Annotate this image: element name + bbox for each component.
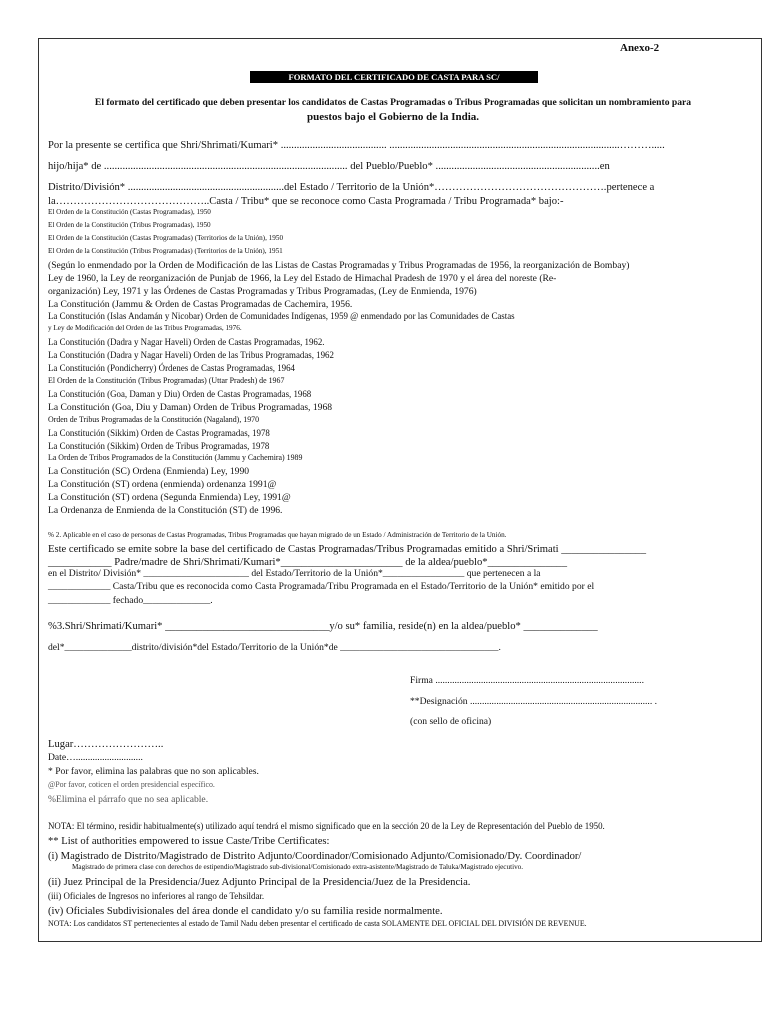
- migrated-line-2: ____________ Padre/madre de Shri/Shrimati/Kumari*_______________________ de la aldea/pueblo*_______________: [48, 557, 568, 568]
- order-item: La Constitución (ST) ordena (enmienda) ordenanza 1991@: [48, 479, 277, 490]
- authority-item: (iii) Oficiales de Ingresos no inferiores al rango de Tehsildar.: [48, 891, 265, 901]
- certify-line-3: Distrito/División* ...........................................................del Estado / Territorio de la Unión*………………………………………….pertenece a: [48, 182, 655, 193]
- order-item: El Orden de la Constitución (Tribus Programadas) (Uttar Pradesh) de 1967: [48, 376, 285, 385]
- order-item: La Constitución (Sikkim) Orden de Castas Programadas, 1978: [48, 428, 270, 438]
- order-item: Ley de 1960, la Ley de reorganización de Punjab de 1966, la Ley del Estado de Himachal Pradesh de 1970 y el área del noreste (Re-: [48, 273, 557, 284]
- order-item: La Constitución (Jammu & Orden de Castas Programadas de Cachemira, 1956.: [48, 299, 353, 310]
- migrated-line-1: Este certificado se emite sobre la base del certificado de Castas Programadas/Tribus Programadas emitido a Shri/Srimati ________________: [48, 544, 647, 555]
- order-item: La Constitución (Islas Andamán y Nicobar) Orden de Comunidades Indígenas, 1959 @ enmendado por las Comunidades de Castas: [48, 311, 515, 321]
- intro-line-2: puestos bajo el Gobierno de la India.: [306, 111, 480, 123]
- migrated-note: % 2. Aplicable en el caso de personas de Castas Programadas, Tribus Programadas que hayan migrado de un Estado / Administración de Territorio de la Unión.: [48, 531, 507, 539]
- nota-st-candidates: NOTA: Los candidatos ST pertenecientes al estado de Tamil Nadu deben presentar el certificado de casta SOLAMENTE DEL OFICIAL DEL DIVISIÓN DE REVENUE.: [48, 919, 587, 928]
- order-item: organización) Ley, 1971 y las Órdenes de Castas Programadas y Tribus Programadas, (Ley de Enmienda, 1976): [48, 286, 477, 297]
- authorities-heading: ** List of authorities empowered to issue Caste/Tribe Certificates:: [48, 836, 330, 847]
- order-item: El Orden de la Constitución (Tribus Programadas) (Territorios de la Unión), 1951: [48, 247, 283, 255]
- order-item: La Constitución (Pondicherry) Órdenes de Castas Programadas, 1964: [48, 363, 295, 373]
- migrated-line-5: _____________ fechado______________.: [48, 595, 213, 606]
- migrated-line-4: _____________ Casta/Tribu que es reconocida como Casta Programada/Tribu Programada en el Estado/Territorio de la Unión* emitido por el: [48, 581, 595, 592]
- footnote-delete-words: * Por favor, elimina las palabras que no son aplicables.: [48, 766, 259, 777]
- intro-line-1: El formato del certificado que deben presentar los candidatos de Castas Programadas o Tribus Programadas que solicitan un nombramiento para: [94, 97, 692, 108]
- order-item: Orden de Tribus Programadas de la Constitución (Nagaland), 1970: [48, 415, 260, 424]
- date-line: Date…............................: [48, 752, 143, 763]
- order-item: La Constitución (ST) ordena (Segunda Enmienda) Ley, 1991@: [48, 492, 291, 503]
- residence-line-1: %3.Shri/Shrimati/Kumari* _______________________________y/o su* familia, reside(n) en la aldea/pueblo* ______________: [48, 621, 598, 632]
- order-item: La Constitución (Dadra y Nagar Haveli) Orden de Castas Programadas, 1962.: [48, 337, 325, 347]
- order-item: El Orden de la Constitución (Tribus Programadas), 1950: [48, 221, 211, 229]
- certificate-title: FORMATO DEL CERTIFICADO DE CASTA PARA SC/: [250, 71, 538, 83]
- order-item: La Constitución (Sikkim) Orden de Tribus Programadas, 1978: [48, 441, 270, 451]
- residence-line-2: del*______________distrito/división*del Estado/Territorio de la Unión*de _________________________________.: [48, 642, 501, 653]
- order-item: (Según lo enmendado por la Orden de Modificación de las Listas de Castas Programadas y Tribus Programadas de 1956, la reorganización de Bombay): [48, 260, 630, 271]
- certify-line-1: Por la presente se certifica que Shri/Shrimati/Kumari* ........................................ .......................................................................................……….....: [48, 140, 665, 151]
- signature-line: Firma .......................................................................................: [410, 675, 644, 686]
- order-item: La Orden de Tribos Programados de la Constitución (Jammu y Cachemira) 1989: [48, 453, 303, 462]
- order-item: La Constitución (SC) Ordena (Enmienda) Ley, 1990: [48, 466, 250, 477]
- order-item: El Orden de la Constitución (Castas Programadas), 1950: [48, 208, 211, 216]
- designation-line: **Designación ............................................................................ .: [410, 696, 658, 707]
- migrated-line-3: en el Distrito/ División* ______________________ del Estado/Territorio de la Unión*_________________ que pertenecen a la: [48, 568, 541, 579]
- order-item: El Orden de la Constitución (Castas Programadas) (Territorios de la Unión), 1950: [48, 234, 284, 242]
- annex-label: Anexo-2: [620, 42, 660, 54]
- nota-residence: NOTA: El término, residir habitualmente(s) utilizado aquí tendrá el mismo significado que en la sección 20 de la Ley de Representación del Pueblo de 1950.: [48, 821, 605, 831]
- order-item: La Constitución (Goa, Diu y Daman) Orden de Tribus Programadas, 1968: [48, 402, 333, 413]
- authority-item: (iv) Oficiales Subdivisionales del área donde el candidato y/o su familia reside normalmente.: [48, 906, 443, 917]
- order-item: La Constitución (Dadra y Nagar Haveli) Orden de las Tribus Programadas, 1962: [48, 350, 334, 360]
- order-item: La Ordenanza de Enmienda de la Constitución (ST) de 1996.: [48, 505, 283, 516]
- certify-line-2: hijo/hija* de ............................................................................................ del Pueblo/Pueblo* ..............................................................en: [48, 161, 610, 172]
- authority-item-continued: Magistrado de primera clase con derechos de estipendio/Magistrado sub-divisional/Comisionado extra-asistente/Magistrado de Taluka/Magistrado ejecutivo.: [72, 863, 524, 871]
- order-item: y Ley de Modificación del Orden de las Tribus Programadas, 1976.: [48, 324, 242, 332]
- place-line: Lugar……………………..: [48, 739, 164, 750]
- order-item: La Constitución (Goa, Daman y Diu) Orden de Castas Programadas, 1968: [48, 389, 312, 399]
- authority-item: (ii) Juez Principal de la Presidencia/Juez Adjunto Principal de la Presidencia/Juez de la Presidencia.: [48, 877, 471, 888]
- office-seal-note: (con sello de oficina): [410, 716, 492, 727]
- authority-item: (i) Magistrado de Distrito/Magistrado de Distrito Adjunto/Coordinador/Comisionado Adjunto/Comisionado/Dy. Coordinador/: [48, 851, 582, 862]
- certify-line-4: la……………………………………..Casta / Tribu* que se reconoce como Casta Programada / Tribu Programada* bajo:-: [48, 196, 564, 207]
- footnote-quote-order: @Por favor, coticen el orden presidencial específico.: [48, 780, 215, 789]
- footnote-delete-paragraph: %Elimina el párrafo que no sea aplicable.: [48, 794, 209, 805]
